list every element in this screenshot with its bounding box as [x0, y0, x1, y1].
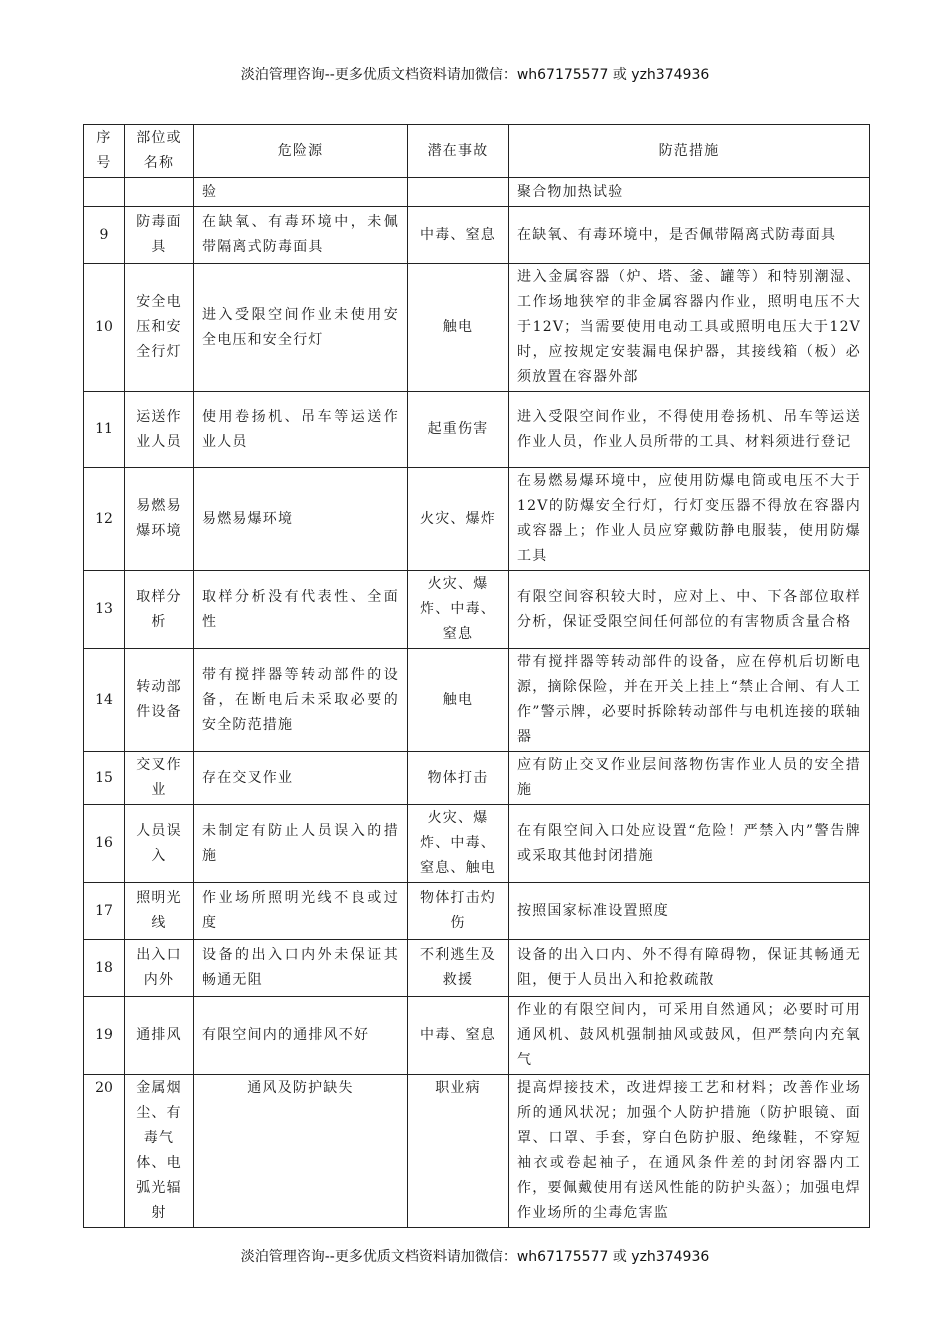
cell-part: 出入口内外 [125, 940, 194, 997]
cell-measure: 应有防止交叉作业层间落物伤害作业人员的安全措施 [509, 752, 870, 805]
cell-hazard: 通风及防护缺失 [194, 1075, 408, 1228]
table-row [84, 468, 870, 571]
cell-part: 金属烟尘、有毒气体、电弧光辐射 [125, 1075, 194, 1228]
cell-accident: 职业病 [408, 1075, 509, 1228]
hazard-table [83, 124, 870, 1228]
cell-accident: 物体打击 [408, 752, 509, 805]
cell-accident: 火灾、爆炸、中毒、窒息 [408, 571, 509, 649]
table-row [84, 883, 870, 940]
cell-part: 转动部件设备 [125, 649, 194, 752]
cell-hazard: 带有搅拌器等转动部件的设备，在断电后未采取必要的安全防范措施 [194, 649, 408, 752]
cell-part [125, 178, 194, 207]
table-row [84, 392, 870, 468]
column-header-hazard: 危险源 [194, 125, 408, 178]
cell-accident: 火灾、爆炸 [408, 468, 509, 571]
cell-measure: 作业的有限空间内，可采用自然通风；必要时可用通风机、鼓风机强制抽风或鼓风，但严禁向内充氧气 [509, 997, 870, 1075]
table-row [84, 805, 870, 883]
cell-hazard: 取样分析没有代表性、全面性 [194, 571, 408, 649]
cell-measure: 进入金属容器（炉、塔、釜、罐等）和特别潮湿、工作场地狭窄的非金属容器内作业，照明电压不大于12V；当需要使用电动工具或照明电压大于12V时，应按规定安装漏电保护器，其接线箱（板）必须放置在容器外部 [509, 264, 870, 392]
page-footer: 淡泊管理咨询--更多优质文档资料请加微信：wh67175577 或 yzh374936 [240, 1249, 710, 1265]
table-row [84, 752, 870, 805]
cell-accident: 不利逃生及救援 [408, 940, 509, 997]
cell-measure: 有限空间容积较大时，应对上、中、下各部位取样分析，保证受限空间任何部位的有害物质含量合格 [509, 571, 870, 649]
cell-no: 14 [84, 649, 125, 752]
cell-no: 11 [84, 392, 125, 468]
cell-hazard: 作业场所照明光线不良或过度 [194, 883, 408, 940]
cell-hazard: 未制定有防止人员误入的措施 [194, 805, 408, 883]
cell-accident: 触电 [408, 264, 509, 392]
table-row [84, 649, 870, 752]
cell-hazard: 有限空间内的通排风不好 [194, 997, 408, 1075]
cell-measure: 按照国家标准设置照度 [509, 883, 870, 940]
cell-part: 交叉作业 [125, 752, 194, 805]
table-row [84, 1075, 870, 1228]
cell-no: 17 [84, 883, 125, 940]
cell-measure: 聚合物加热试验 [509, 178, 870, 207]
cell-accident: 中毒、窒息 [408, 207, 509, 264]
cell-hazard: 进入受限空间作业未使用安全电压和安全行灯 [194, 264, 408, 392]
cell-hazard: 设备的出入口内外未保证其畅通无阻 [194, 940, 408, 997]
table-row [84, 264, 870, 392]
cell-accident: 起重伤害 [408, 392, 509, 468]
cell-no: 10 [84, 264, 125, 392]
table-row [84, 997, 870, 1075]
page-header: 淡泊管理咨询--更多优质文档资料请加微信：wh67175577 或 yzh374936 [240, 67, 710, 83]
cell-no: 9 [84, 207, 125, 264]
cell-measure: 在易燃易爆环境中，应使用防爆电筒或电压不大于12V的防爆安全行灯，行灯变压器不得放在容器内或容器上；作业人员应穿戴防静电服装，使用防爆工具 [509, 468, 870, 571]
cell-hazard: 在缺氧、有毒环境中，未佩带隔离式防毒面具 [194, 207, 408, 264]
cell-no [84, 178, 125, 207]
table-row-continuation [84, 178, 870, 207]
column-header-part: 部位或名称 [125, 125, 194, 178]
cell-part: 照明光线 [125, 883, 194, 940]
cell-accident [408, 178, 509, 207]
cell-part: 易燃易爆环境 [125, 468, 194, 571]
table-row [84, 571, 870, 649]
cell-no: 19 [84, 997, 125, 1075]
cell-no: 13 [84, 571, 125, 649]
cell-measure: 带有搅拌器等转动部件的设备，应在停机后切断电源，摘除保险，并在开关上挂上“禁止合闸、有人工作”警示牌，必要时拆除转动部件与电机连接的联轴器 [509, 649, 870, 752]
table-row [84, 207, 870, 264]
cell-no: 16 [84, 805, 125, 883]
table-header-row [84, 125, 870, 178]
cell-hazard: 存在交叉作业 [194, 752, 408, 805]
cell-part: 安全电压和安全行灯 [125, 264, 194, 392]
cell-accident: 中毒、窒息 [408, 997, 509, 1075]
cell-hazard: 易燃易爆环境 [194, 468, 408, 571]
column-header-no: 序号 [84, 125, 125, 178]
cell-part: 通排风 [125, 997, 194, 1075]
cell-accident: 物体打击灼伤 [408, 883, 509, 940]
table-row [84, 940, 870, 997]
cell-no: 15 [84, 752, 125, 805]
cell-no: 20 [84, 1075, 125, 1228]
cell-part: 运送作业人员 [125, 392, 194, 468]
cell-measure: 进入受限空间作业，不得使用卷扬机、吊车等运送作业人员，作业人员所带的工具、材料须进行登记 [509, 392, 870, 468]
column-header-accident: 潜在事故 [408, 125, 509, 178]
cell-hazard: 使用卷扬机、吊车等运送作业人员 [194, 392, 408, 468]
cell-hazard: 验 [194, 178, 408, 207]
cell-accident: 触电 [408, 649, 509, 752]
cell-part: 人员误入 [125, 805, 194, 883]
cell-measure: 在缺氧、有毒环境中，是否佩带隔离式防毒面具 [509, 207, 870, 264]
cell-accident: 火灾、爆炸、中毒、窒息、触电 [408, 805, 509, 883]
column-header-measure: 防范措施 [509, 125, 870, 178]
cell-no: 18 [84, 940, 125, 997]
cell-measure: 设备的出入口内、外不得有障碍物，保证其畅通无阻，便于人员出入和抢救疏散 [509, 940, 870, 997]
cell-part: 防毒面具 [125, 207, 194, 264]
cell-measure: 提高焊接技术，改进焊接工艺和材料；改善作业场所的通风状况；加强个人防护措施（防护眼镜、面罩、口罩、手套，穿白色防护服、绝缘鞋，不穿短袖衣或卷起袖子，在通风条件差的封闭容器内工作，要佩戴使用有送风性能的防护头盔）；加强电焊作业场所的尘毒危害监 [509, 1075, 870, 1228]
cell-part: 取样分析 [125, 571, 194, 649]
cell-no: 12 [84, 468, 125, 571]
cell-measure: 在有限空间入口处应设置“危险！严禁入内”警告牌或采取其他封闭措施 [509, 805, 870, 883]
